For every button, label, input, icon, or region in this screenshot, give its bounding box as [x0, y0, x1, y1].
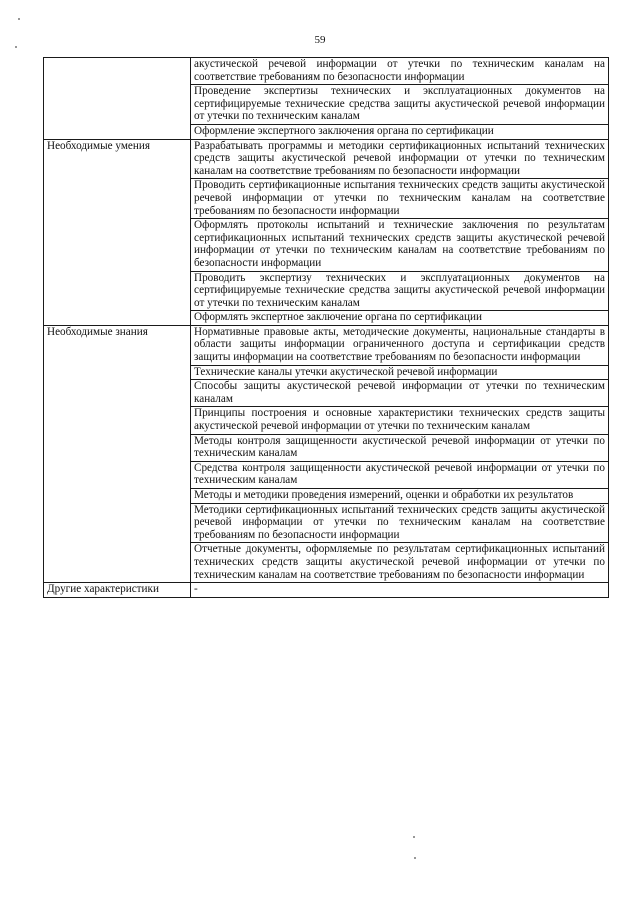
scan-speck	[414, 857, 416, 859]
qualification-table	[43, 57, 609, 598]
requirement-text: Оформление экспертного заключения органа по сертификации	[191, 124, 609, 139]
scan-speck	[15, 46, 17, 48]
requirement-text: Проведение экспертизы технических и эксплуатационных документов на сертифицируемые технические средства защиты акустической речевой информации от утечки по техническим каналам	[191, 85, 609, 125]
requirement-text: Проводить сертификационные испытания технических средств защиты акустической речевой информации от утечки по техническим каналам на соответствие требованиям по безопасности информации	[191, 179, 609, 219]
requirement-text: -	[191, 583, 609, 598]
requirement-text: Методики сертификационных испытаний технических средств защиты акустической речевой информации от утечки по техническим каналам на соответствие требованиям по безопасности информации	[191, 503, 609, 543]
requirement-text: Оформлять экспертное заключение органа по сертификации	[191, 311, 609, 326]
scan-speck	[413, 836, 415, 838]
scan-speck	[18, 18, 20, 20]
requirement-text: Технические каналы утечки акустической речевой информации	[191, 365, 609, 380]
table-row	[44, 139, 609, 179]
row-label: Необходимые умения	[44, 139, 191, 325]
page-number: 59	[314, 34, 326, 46]
requirement-text: Способы защиты акустической речевой информации от утечки по техническим каналам	[191, 380, 609, 407]
requirement-text: Отчетные документы, оформляемые по результатам сертификационных испытаний технических средств защиты акустической речевой информации от утечки по техническим каналам на соответствие требованиям по безопасности информации	[191, 543, 609, 583]
requirement-text: Средства контроля защищенности акустической речевой информации от утечки по техническим каналам	[191, 461, 609, 488]
requirement-text: Методы и методики проведения измерений, оценки и обработки их результатов	[191, 489, 609, 504]
requirement-text: Оформлять протоколы испытаний и технические заключения по результатам сертификационных испытаний технических средств защиты акустической речевой информации от утечки по техническим каналам на соответствие требованиям по безопасности информации	[191, 219, 609, 271]
requirement-text: акустической речевой информации от утечки по техническим каналам на соответствие требованиям по безопасности информации	[191, 58, 609, 85]
requirement-text: Нормативные правовые акты, методические документы, национальные стандарты в области защиты информации ограниченного доступа и сертификации средств защиты информации на соответствие требованиям по безопасности информации	[191, 325, 609, 365]
requirement-text: Методы контроля защищенности акустической речевой информации от утечки по техническим каналам	[191, 434, 609, 461]
row-label: Другие характеристики	[44, 583, 191, 598]
row-label	[44, 58, 191, 140]
requirement-text: Принципы построения и основные характеристики технических средств защиты акустической речевой информации от утечки по техническим каналам	[191, 407, 609, 434]
row-label: Необходимые знания	[44, 325, 191, 582]
table-row	[44, 58, 609, 85]
table-row	[44, 583, 609, 598]
requirement-text: Проводить экспертизу технических и эксплуатационных документов на сертифицируемые технические средства защиты акустической речевой информации от утечки по техническим каналам	[191, 271, 609, 311]
requirement-text: Разрабатывать программы и методики сертификационных испытаний технических средств защиты акустической речевой информации от утечки по техническим каналам на соответствие требованиям по безопасности информации	[191, 139, 609, 179]
table-row	[44, 325, 609, 365]
